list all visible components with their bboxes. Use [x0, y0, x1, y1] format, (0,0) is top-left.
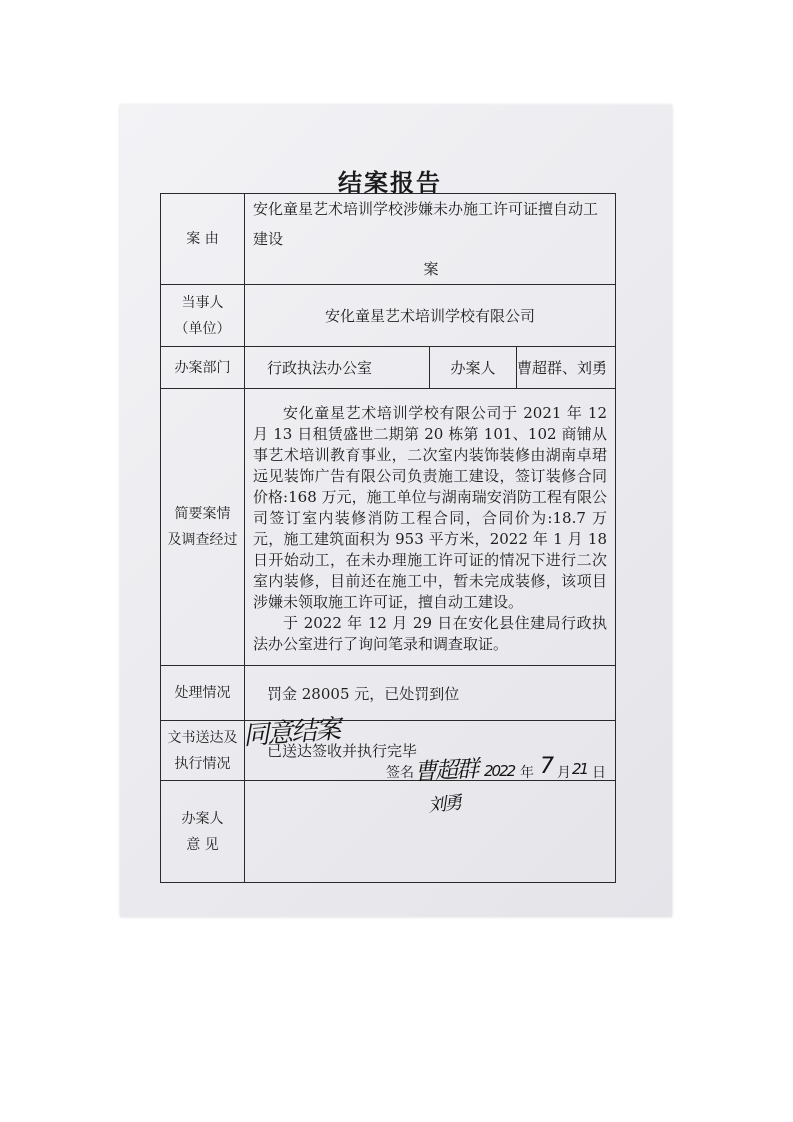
delivery-label-line2: 执行情况 [174, 755, 231, 772]
summary-label-line2: 及调查经过 [167, 532, 238, 548]
department-label: 办案部门 [161, 347, 245, 389]
date-year: 2022 [484, 762, 515, 780]
date-month-suffix: 月 [557, 765, 571, 781]
delivery-label [161, 721, 245, 781]
date-day: 21 [572, 760, 588, 778]
sign-label: 签名 [386, 765, 414, 781]
summary-paragraph-2: 于 2022 年 12 月 29 日在安化县住建局行政执法办公室进行了询问笔录和调查取证。 [253, 614, 608, 653]
report-title: 结案报告 [338, 168, 442, 197]
case-cause-value [245, 194, 616, 285]
date-day-suffix: 日 [592, 765, 606, 781]
handwritten-opinion: 同意结案 [242, 714, 341, 752]
summary-paragraph-1: 安化童星艺术培训学校有限公司于 2021 年 12 月 13 日租赁盛世二期第 20 栋第 101、102 商铺从事艺术培训教育事业，二次室内装饰装修由湖南卓珺远见装饰广告有限公司负责施工建设，签订装修合同价格:168 万元，施工单位与湖南瑞安消防工程有限公司签订室内装修消防工程合同，合同价为:18.7 万元，施工建筑面积为 953 平方米，2022 年 1 月 18 日开始动工，在未办理施工许可证的情况下进行二次室内装修，目前还在施工中，暂未完成装修，该项目涉嫌未领取施工许可证，擅自动工建设。 [253, 404, 608, 611]
summary-value [245, 389, 616, 666]
opinion-label [161, 781, 245, 883]
handling-value: 罚金 28005 元，已处罚到位 [245, 666, 616, 721]
summary-label-line1: 简要案情 [174, 506, 231, 522]
opinion-label-line1: 办案人 [181, 810, 224, 827]
signature-cao: 曹超群 [413, 756, 478, 786]
date-year-suffix: 年 [520, 765, 534, 781]
delivery-label-line1: 文书送达及 [167, 729, 238, 746]
row-handling [161, 666, 616, 721]
case-cause-text-cont: 案 [423, 260, 439, 278]
row-party [161, 285, 616, 347]
handling-label: 处理情况 [161, 666, 245, 721]
opinion-label-line2: 意 见 [186, 836, 219, 853]
row-summary [161, 389, 616, 666]
signature-liu: 刘勇 [427, 792, 462, 817]
summary-label [161, 389, 245, 666]
party-label-line2: （单位） [174, 320, 231, 337]
party-value: 安化童星艺术培训学校有限公司 [245, 285, 616, 347]
party-label [161, 285, 245, 347]
handler-label: 办案人 [430, 347, 517, 389]
case-cause-text: 安化童星艺术培训学校涉嫌未办施工许可证擅自动工建设 [253, 200, 599, 248]
date-month: 7 [540, 754, 552, 779]
case-cause-label: 案 由 [161, 194, 245, 285]
department-value: 行政执法办公室 [245, 347, 430, 389]
row-opinion [161, 781, 616, 883]
row-department [161, 347, 616, 389]
delivery-value: 已送达签收并执行完毕 [245, 721, 616, 781]
row-case-cause [161, 194, 616, 285]
handler-names: 曹超群、刘勇 [517, 347, 616, 389]
party-label-line1: 当事人 [181, 294, 224, 311]
